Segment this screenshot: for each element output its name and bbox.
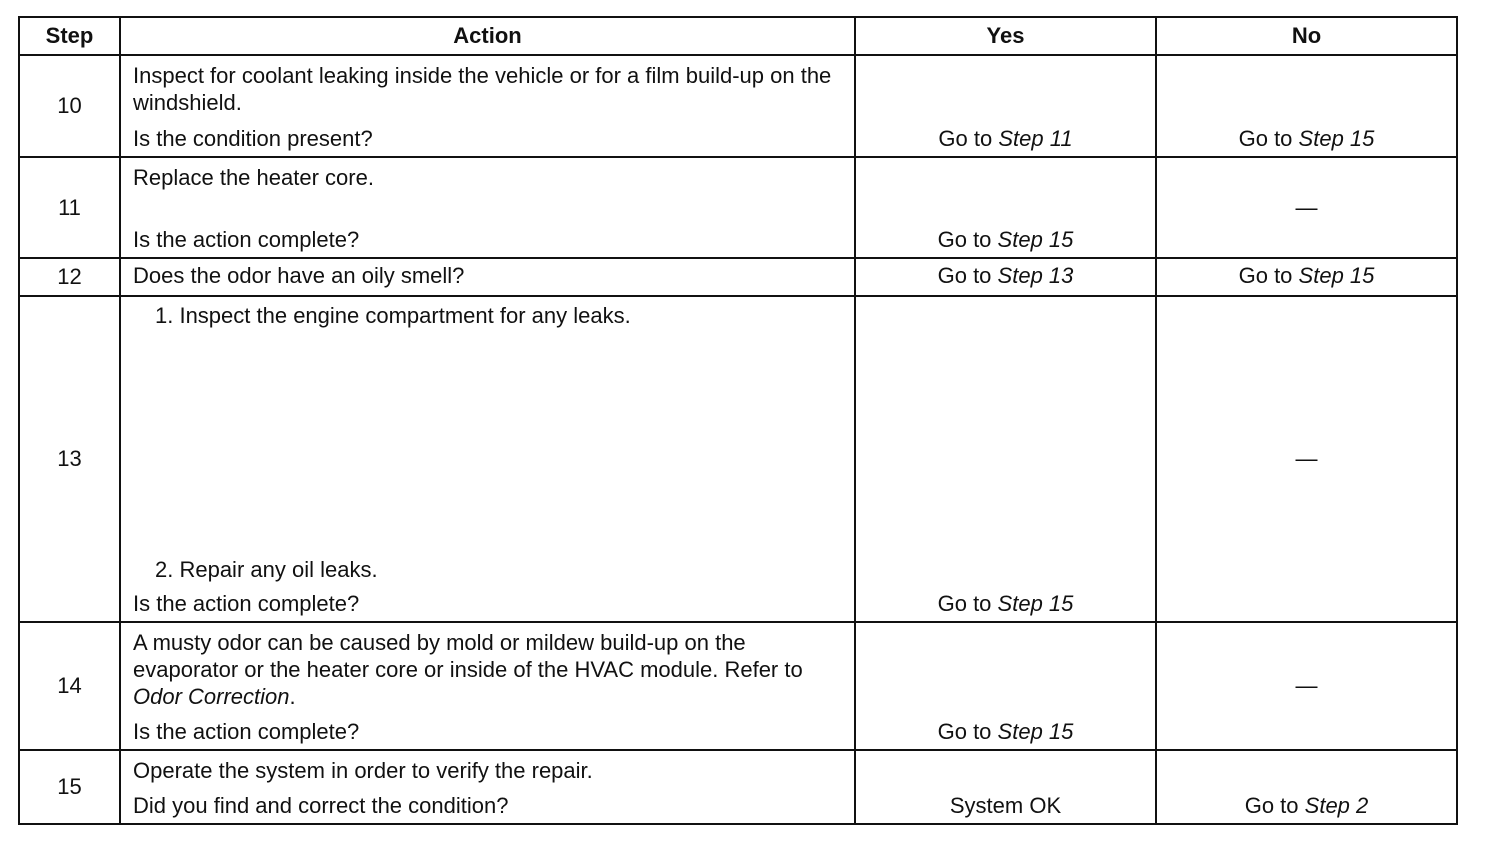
step-link[interactable]: Step 15 — [997, 591, 1074, 616]
table-row — [19, 750, 1457, 824]
action-text: Operate the system in order to verify the repair. — [133, 758, 593, 783]
action-cell — [120, 157, 855, 258]
action-cell — [120, 55, 855, 157]
step-number: 10 — [19, 55, 120, 157]
no-cell — [1156, 55, 1457, 157]
step-number: 11 — [19, 157, 120, 258]
no-answer: Go to Step 15 — [1238, 126, 1375, 151]
table-row — [19, 622, 1457, 750]
yes-answer: Go to Step 11 — [938, 126, 1073, 151]
header-yes: Yes — [855, 17, 1156, 55]
diagnostic-table — [18, 16, 1458, 825]
step-link[interactable]: Step 11 — [998, 126, 1073, 151]
list-item: 1. Inspect the engine compartment for any leaks. — [155, 303, 631, 328]
no-cell — [1156, 296, 1457, 622]
step-link[interactable]: Step 15 — [997, 719, 1074, 744]
action-question: Does the odor have an oily smell? — [133, 263, 465, 288]
action-question: Is the action complete? — [133, 227, 360, 252]
table-row — [19, 157, 1457, 258]
yes-cell — [855, 258, 1156, 296]
yes-answer: Go to Step 15 — [937, 719, 1074, 744]
yes-cell — [855, 750, 1156, 824]
step-link[interactable]: Step 15 — [1298, 263, 1375, 288]
list-item: 2. Repair any oil leaks. — [155, 557, 378, 582]
table-row — [19, 258, 1457, 296]
action-cell — [120, 622, 855, 750]
no-answer: Go to Step 15 — [1238, 263, 1375, 288]
no-cell — [1156, 622, 1457, 750]
step-link[interactable]: Step 15 — [1298, 126, 1375, 151]
action-cell — [120, 296, 855, 622]
yes-answer: Go to Step 15 — [937, 227, 1074, 252]
table-row — [19, 55, 1457, 157]
header-step: Step — [19, 17, 120, 55]
action-cell — [120, 258, 855, 296]
odor-correction-link[interactable]: Odor Correction — [133, 684, 290, 709]
no-answer: — — [1295, 673, 1318, 698]
table-row — [19, 296, 1457, 622]
no-answer: — — [1295, 446, 1318, 471]
step-number: 15 — [19, 750, 120, 824]
no-cell — [1156, 157, 1457, 258]
no-answer: Go to Step 2 — [1244, 793, 1369, 818]
header-no: No — [1156, 17, 1457, 55]
action-text: A musty odor can be caused by mold or mildew build-up on the evaporator or the heater core or inside of the HVAC module. Refer to Odor Correction. — [133, 630, 803, 709]
no-cell — [1156, 750, 1457, 824]
step-link[interactable]: Step 2 — [1304, 793, 1369, 818]
action-question: Is the action complete? — [133, 719, 360, 744]
step-number: 13 — [19, 296, 120, 622]
action-question: Is the action complete? — [133, 591, 360, 616]
step-number: 12 — [19, 258, 120, 296]
yes-answer: Go to Step 15 — [937, 591, 1074, 616]
yes-cell — [855, 622, 1156, 750]
action-text: Replace the heater core. — [133, 165, 374, 190]
header-action: Action — [120, 17, 855, 55]
action-text: Inspect for coolant leaking inside the vehicle or for a film build-up on the windshield. — [133, 63, 832, 115]
yes-answer: Go to Step 13 — [937, 263, 1074, 288]
step-number: 14 — [19, 622, 120, 750]
action-cell — [120, 750, 855, 824]
yes-cell — [855, 55, 1156, 157]
action-question: Did you find and correct the condition? — [133, 793, 509, 818]
step-link[interactable]: Step 13 — [997, 263, 1074, 288]
no-answer: — — [1295, 194, 1318, 220]
no-cell — [1156, 258, 1457, 296]
yes-cell — [855, 157, 1156, 258]
step-link[interactable]: Step 15 — [997, 227, 1074, 252]
yes-cell — [855, 296, 1156, 622]
action-question: Is the condition present? — [133, 126, 373, 151]
yes-answer: System OK — [949, 793, 1062, 818]
header-row — [19, 17, 1457, 55]
